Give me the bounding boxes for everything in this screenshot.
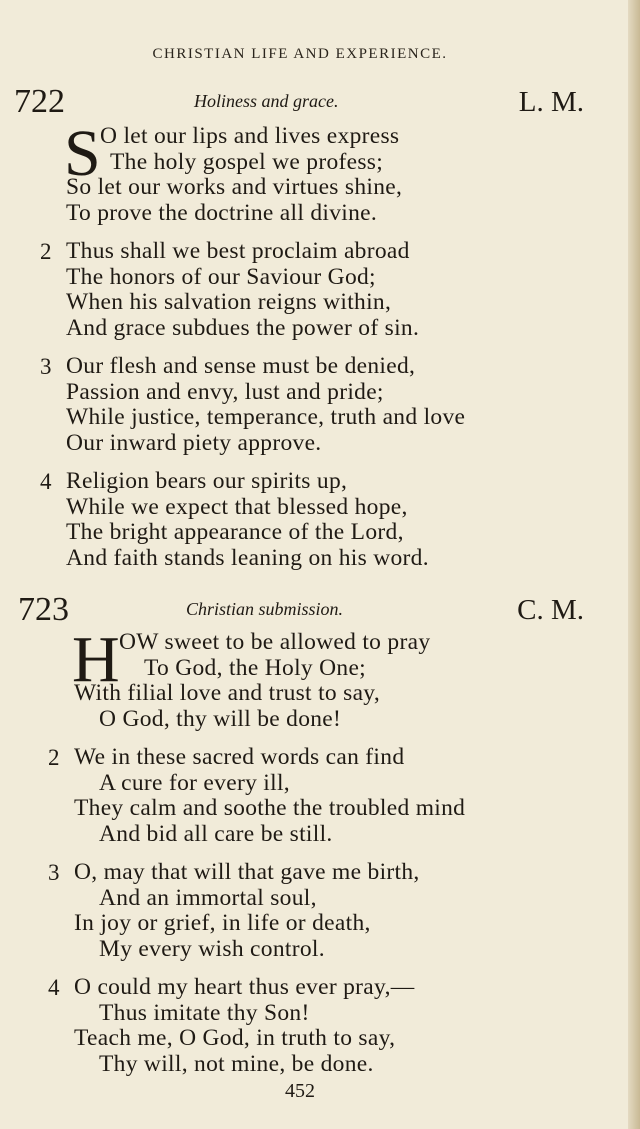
verse — [0, 745, 630, 849]
verse-line: With filial love and trust to say, — [74, 680, 380, 706]
verse — [0, 469, 630, 573]
verse-line: And bid all care be still. — [99, 820, 333, 847]
hymn-number: 722 — [14, 83, 65, 120]
verse-line: To God, the Holy One; — [144, 654, 366, 681]
hymn-meter: C. M. — [517, 594, 584, 626]
verse-number: 4 — [40, 469, 52, 494]
verse-line: The bright appearance of the Lord, — [66, 519, 404, 545]
verse — [0, 239, 630, 343]
hymn-title: Holiness and grace. — [194, 91, 339, 111]
verse — [0, 975, 630, 1079]
verse-line: And grace subdues the power of sin. — [66, 314, 420, 341]
hymn-meter: L. M. — [518, 86, 584, 118]
verse-line: We in these sacred words can find — [74, 744, 405, 770]
verse-line: Passion and envy, lust and pride; — [66, 378, 384, 405]
hymn-header — [0, 82, 640, 122]
verse-number: 3 — [48, 860, 60, 885]
verse-line: OW sweet to be allowed to pray — [119, 629, 431, 655]
verse-number: 4 — [48, 975, 60, 1000]
verse — [0, 623, 630, 734]
verse-line: Our flesh and sense must be denied, — [66, 353, 416, 379]
hymn-number: 723 — [18, 591, 69, 628]
drop-cap: S — [64, 117, 101, 190]
verse-line: And an immortal soul, — [99, 884, 317, 911]
verse-line: O God, thy will be done! — [99, 705, 342, 732]
verse-line: When his salvation reigns within, — [66, 289, 392, 315]
verse-line: O let our lips and lives express — [100, 123, 400, 149]
verse-line: While we expect that blessed hope, — [66, 493, 408, 520]
verse-line: O could my heart thus ever pray,— — [74, 974, 415, 1000]
verse-number: 2 — [48, 745, 60, 770]
hymn-title: Christian submission. — [186, 599, 344, 619]
verse-line: Teach me, O God, in truth to say, — [74, 1025, 396, 1051]
verse-line: Our inward piety approve. — [66, 429, 322, 456]
verse-number: 3 — [40, 354, 52, 379]
verse — [0, 860, 630, 964]
verse-line: In joy or grief, in life or death, — [74, 910, 371, 936]
verse-line: The honors of our Saviour God; — [66, 263, 376, 290]
verse-line: And faith stands leaning on his word. — [66, 544, 429, 571]
verse-line: Thus shall we best proclaim abroad — [66, 238, 410, 264]
page-number: 452 — [285, 1080, 315, 1102]
verse-line: A cure for every ill, — [99, 769, 290, 796]
verse-line: While justice, temperance, truth and love — [66, 404, 466, 430]
verse-number: 2 — [40, 239, 52, 264]
verse-line: The holy gospel we profess; — [110, 148, 384, 175]
verse-line: Thus imitate thy Son! — [99, 999, 310, 1026]
verse-line: O, may that will that gave me birth, — [74, 859, 420, 885]
verse-line: So let our works and virtues shine, — [66, 174, 403, 200]
drop-cap: H — [72, 623, 120, 696]
verse — [0, 117, 630, 228]
verse-line: To prove the doctrine all divine. — [66, 199, 378, 226]
verse-line: Religion bears our spirits up, — [66, 468, 348, 494]
verse — [0, 354, 630, 458]
verse-line: Thy will, not mine, be done. — [99, 1050, 374, 1077]
verse-line: My every wish control. — [99, 935, 325, 962]
running-head: CHRISTIAN LIFE AND EXPERIENCE. — [152, 46, 448, 62]
verse-line: They calm and soothe the troubled mind — [74, 795, 466, 821]
